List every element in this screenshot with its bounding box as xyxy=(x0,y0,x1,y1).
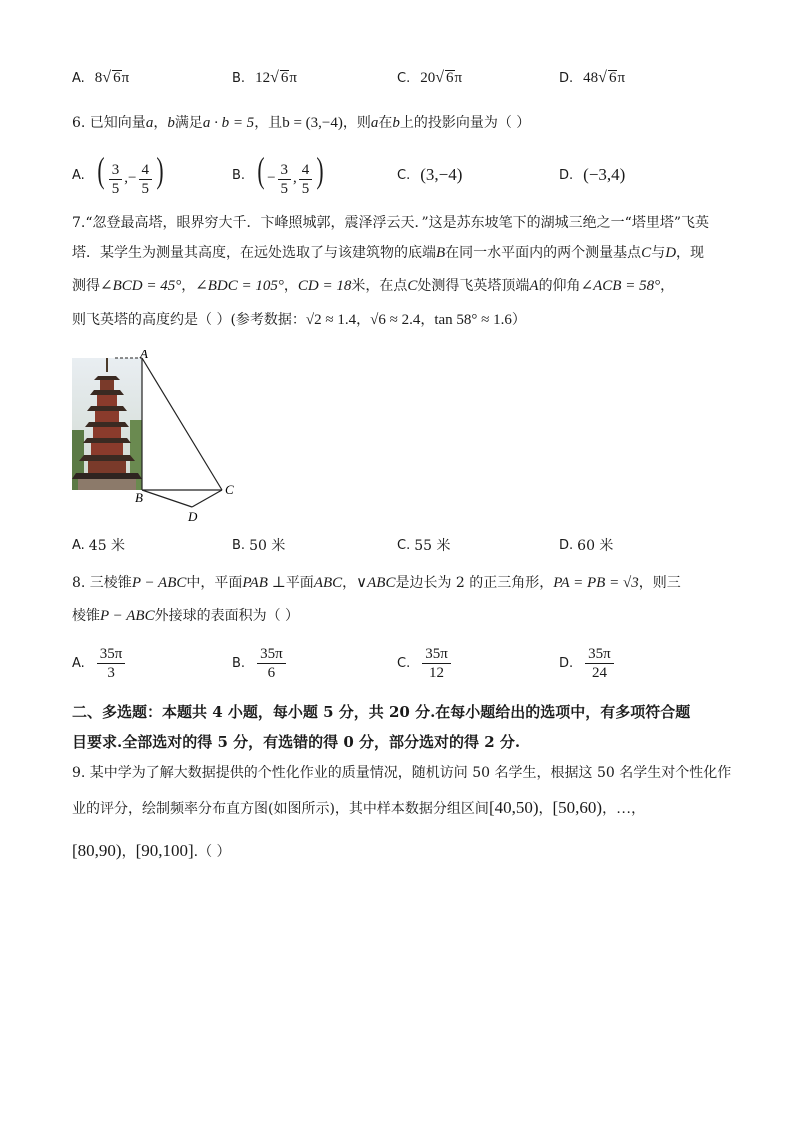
q5-option-d[interactable]: D. 48√ 6π xyxy=(559,69,626,86)
q6-option-b[interactable]: B. ( − $\frac{3}{5}$ , $\frac{4}{5}$ ) xyxy=(232,150,324,197)
q8-line2: 棱锥P − ABC外接球的表面积为（ ） xyxy=(72,608,300,624)
q8-option-b[interactable]: B. $\frac{35\pi}{6}$ xyxy=(232,643,288,683)
radical-icon: √ xyxy=(435,69,444,86)
q5-option-a[interactable]: A. 8√ 6π xyxy=(72,69,130,86)
line-BD xyxy=(142,490,192,507)
q8-option-d[interactable]: D. $\frac{35\pi}{24}$ xyxy=(559,643,616,683)
radical-icon: √ xyxy=(102,69,112,86)
q7-option-b[interactable]: B. 50 米 xyxy=(232,537,286,554)
q6-option-a[interactable]: A. ( $\frac{3}{5}$ ,− $\frac{4}{5}$ ) xyxy=(72,150,164,197)
q9-line1: 9. 某中学为了解大数据提供的个性化作业的质量情况，随机访问 50 名学生，根据这 50 名学生对个性化作 xyxy=(72,765,732,781)
q7-line4: 则飞英塔的高度约是（ ）(参考数据：√2 ≈ 1.4，√6 ≈ 2.4，tan 58° ≈ 1.6） xyxy=(72,312,526,328)
q8-line1: 8. 三棱锥P − ABC中，平面PAB ⊥平面ABC，∨ABC是边长为 2 的正三角形，PA = PB = √3，则三 xyxy=(72,575,681,591)
q6-option-d[interactable]: D. (−3,4) xyxy=(559,165,626,184)
point-D-label: D xyxy=(188,509,198,524)
q7-line2: 塔．某学生为测量其高度，在远处选取了与该建筑物的底端B在同一水平面内的两个测量基点C与D，现 xyxy=(72,245,705,261)
pagoda-figure xyxy=(72,350,242,525)
q5-options xyxy=(72,58,732,98)
q8-option-a[interactable]: A. $\frac{35\pi}{3}$ xyxy=(72,643,127,683)
q7-options xyxy=(72,525,732,565)
section2-header-line1: 二、多选题：本题共 4 小题，每小题 5 分，共 20 分.在每小题给出的选项中，有多项符合题 xyxy=(72,703,691,721)
line-DC xyxy=(192,490,222,507)
q6-options xyxy=(72,150,732,197)
radical-icon: √ xyxy=(598,69,607,86)
point-B-label: B xyxy=(135,490,143,505)
radical-icon: √ xyxy=(270,69,279,86)
line-AC xyxy=(142,358,222,490)
q6-stem: 6. 已知向量a，b满足a · b = 5，且b = (3,−4)，则a在b上的投影向量为（ ） xyxy=(72,115,531,131)
q7-line1: 7.“忽登最高塔，眼界穷大千．卞峰照城郭，震泽浮云天．”这是苏东坡笔下的湖城三绝之一“塔里塔”飞英 xyxy=(72,215,709,231)
point-C-label: C xyxy=(225,482,234,497)
q7-option-c[interactable]: C. 55 米 xyxy=(397,537,451,554)
point-A-label: A xyxy=(140,350,148,361)
q8-options xyxy=(72,643,732,683)
q5-option-b[interactable]: B. 12√ 6π xyxy=(232,69,297,86)
q9-line2: 业的评分，绘制频率分布直方图(如图所示)，其中样本数据分组区间[40,50)，[50,60)，…， xyxy=(72,798,646,817)
q5-option-c[interactable]: C. 20√ 6π xyxy=(397,69,463,86)
q7-line3: 测得∠BCD = 45°，∠BDC = 105°，CD = 18米，在点C处测得飞英塔顶端A的仰角∠ACB = 58°， xyxy=(72,278,675,294)
q7-option-d[interactable]: D. 60 米 xyxy=(559,537,614,554)
section2-header-line2: 目要求.全部选对的得 5 分，有选错的得 0 分，部分选对的得 2 分. xyxy=(72,733,521,751)
q7-option-a[interactable]: A. 45 米 xyxy=(72,537,126,554)
q6-option-c[interactable]: C. (3,−4) xyxy=(397,165,463,184)
q9-line3: [80,90)，[90,100].（ ） xyxy=(72,841,231,860)
q8-option-c[interactable]: C. $\frac{35\pi}{12}$ xyxy=(397,643,453,683)
